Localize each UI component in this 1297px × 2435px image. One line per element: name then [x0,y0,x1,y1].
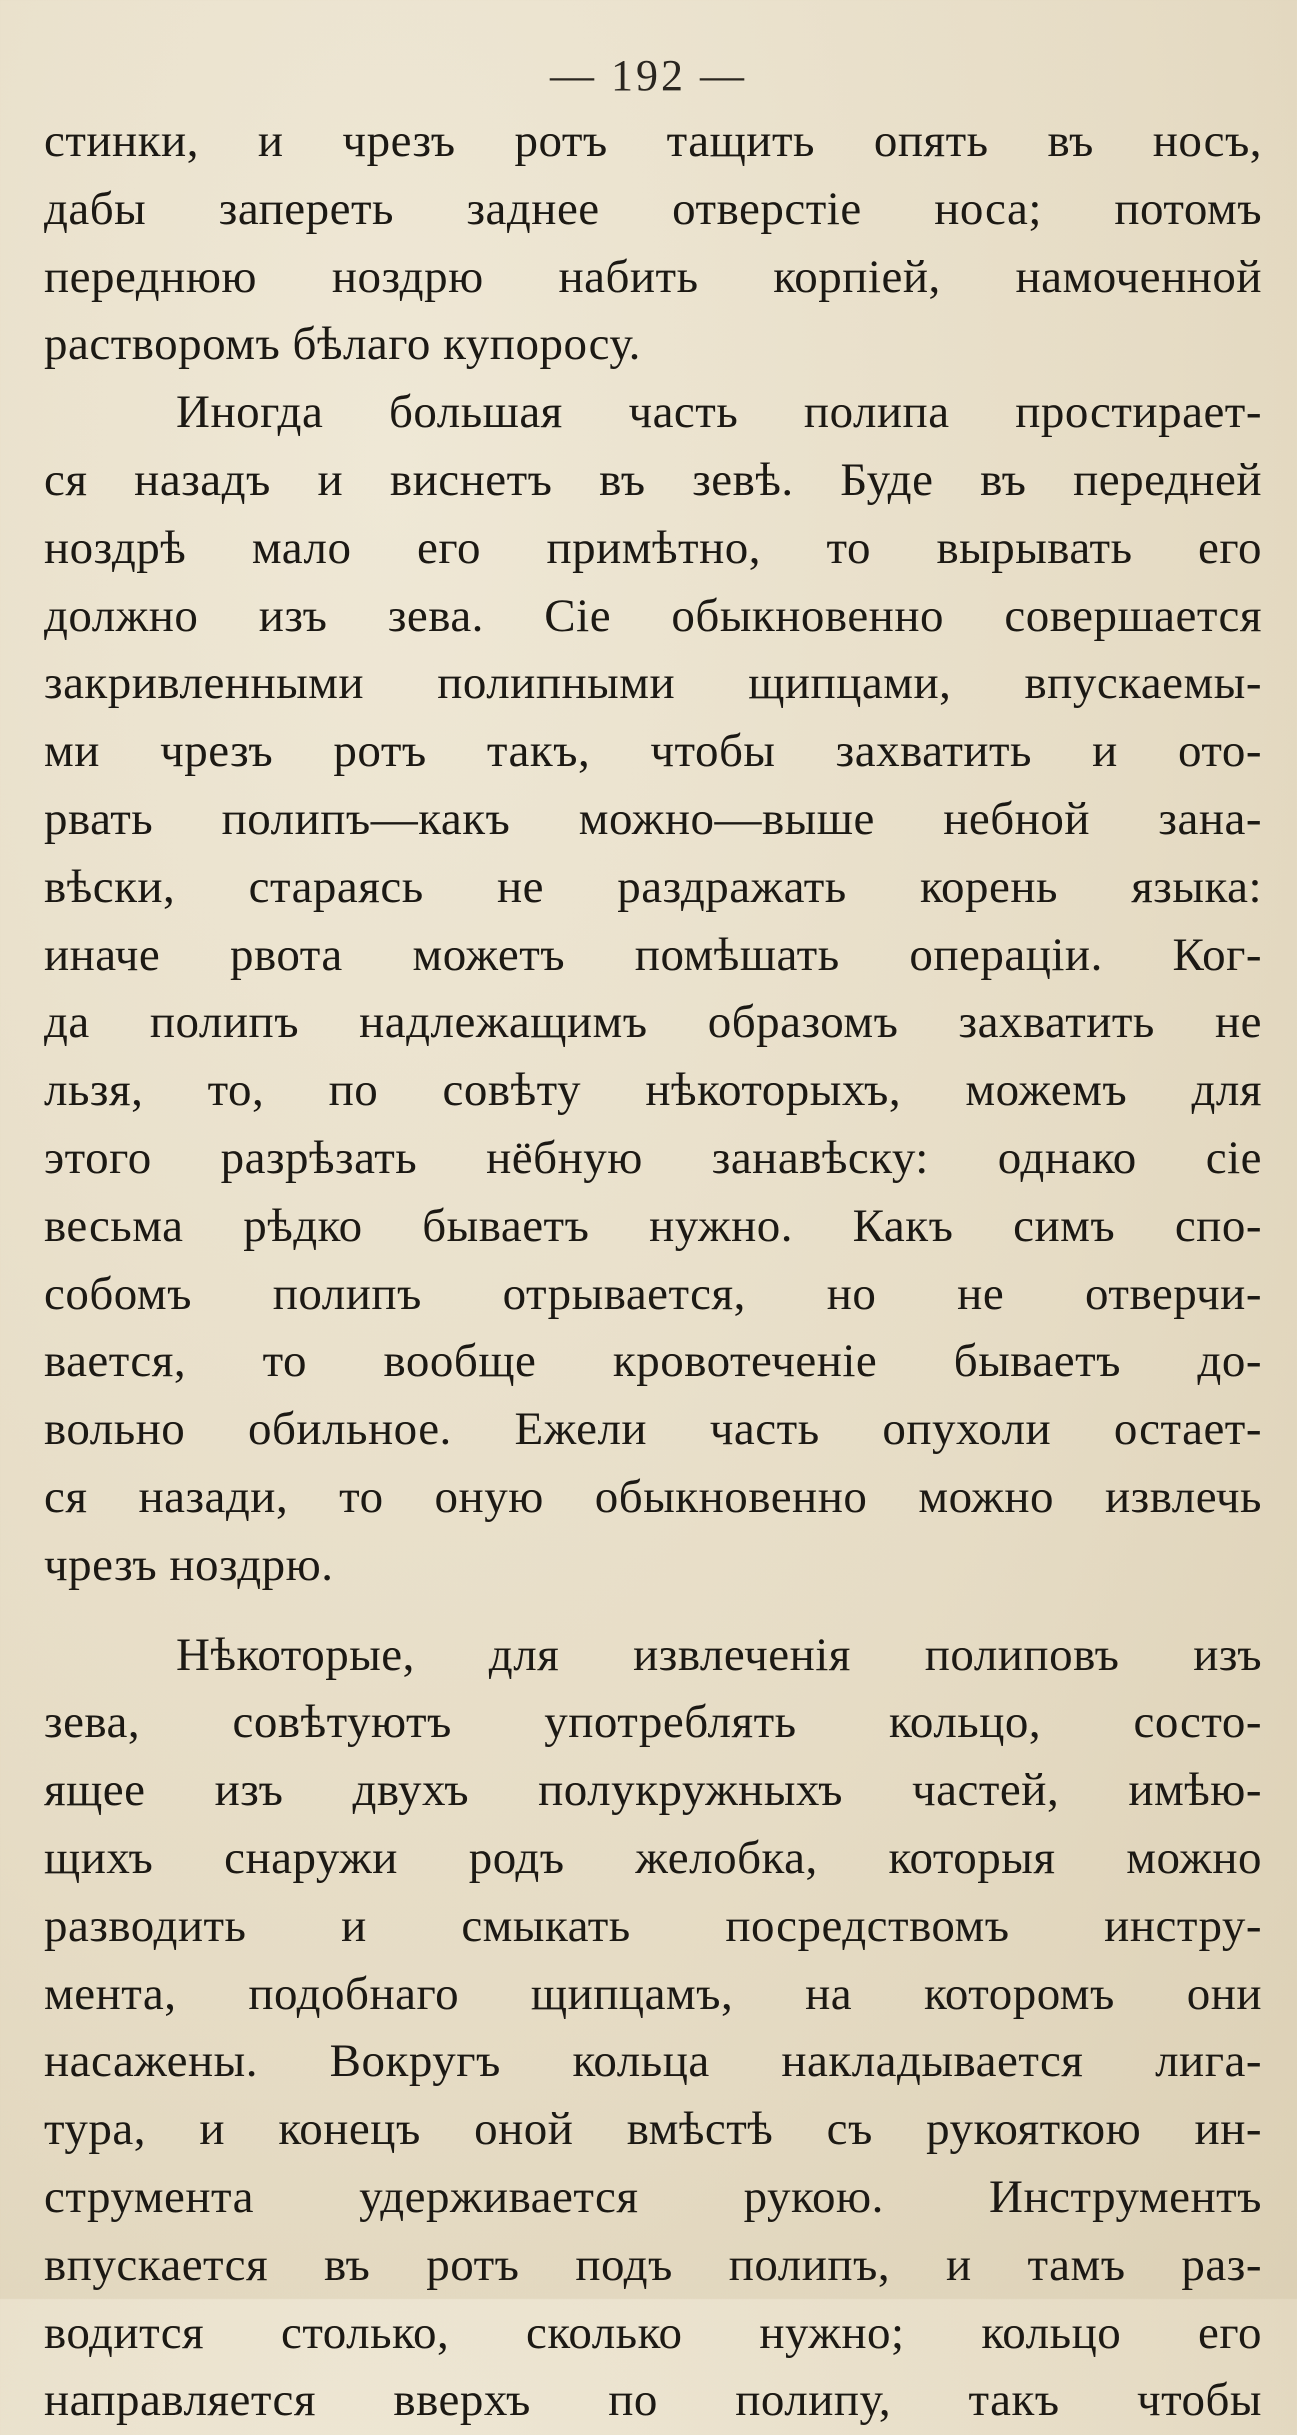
text-line: разводить и смыкать посредствомъ инстру- [44,1899,1262,1952]
text-line: дабы запереть заднее отверстіе носа; потомъ [44,182,1262,235]
text-line: ся назади, то оную обыкновенно можно извлечь [44,1470,1262,1523]
text-line: закривленными полипными щипцами, впускаемы- [44,657,1262,710]
text-line: ящее изъ двухъ полукружныхъ частей, имѣю- [44,1764,1262,1817]
text-line: рвать полипъ—какъ можно—выше небной зана- [44,792,1262,845]
text-line: растворомъ бѣлаго купоросу. [44,318,641,371]
text-line: ся назадъ и виснетъ въ зевѣ. Буде въ передней [44,453,1262,506]
text-line: вѣски, стараясь не раздражать корень языка: [44,860,1262,913]
text-line: струмента удерживается рукою. Инструментъ [44,2170,1262,2223]
text-line: чрезъ ноздрю. [44,1538,334,1591]
text-line: направляется вверхъ по полипу, такъ чтобы [44,2374,1262,2427]
text-line: водится столько, сколько нужно; кольцо его [44,2306,1262,2359]
text-line: Иногда большая часть полипа простирает- [176,386,1262,439]
text-line: собомъ полипъ отрывается, но не отверчи- [44,1267,1262,1320]
text-line: должно изъ зева. Сіе обыкновенно совершается [44,589,1262,642]
text-line: весьма рѣдко бываетъ нужно. Какъ симъ спо- [44,1199,1262,1252]
text-line: иначе рвота можетъ помѣшать операціи. Ког- [44,928,1262,981]
text-line: насажены. Вокругъ кольца накладывается лига- [44,2035,1262,2088]
text-line: ноздрѣ мало его примѣтно, то вырывать его [44,521,1262,574]
text-line: впускается въ ротъ подъ полипъ, и тамъ раз- [44,2238,1262,2291]
text-line: переднюю ноздрю набить корпіей, намоченной [44,250,1262,303]
page-number: — 192 — [550,51,747,100]
text-line: вается, то вообще кровотеченіе бываетъ до- [44,1335,1262,1388]
text-line: вольно обильное. Ежели часть опухоли остает- [44,1403,1262,1456]
text-line: стинки, и чрезъ ротъ тащить опять въ носъ, [44,115,1262,167]
text-line: тура, и конецъ оной вмѣстѣ съ рукояткою ин- [44,2103,1262,2156]
paragraph-gap [44,1600,1262,1622]
text-line: льзя, то, по совѣту нѣкоторыхъ, можемъ для [44,1064,1262,1117]
text-line: этого разрѣзать нёбную занавѣску: однако сіе [44,1131,1262,1184]
text-line: ми чрезъ ротъ такъ, чтобы захватить и ото- [44,725,1262,778]
text-line: мента, подобнаго щипцамъ, на которомъ они [44,1967,1262,2020]
body-text [44,108,1262,2435]
text-line: да полипъ надлежащимъ образомъ захватить не [44,996,1262,1049]
text-line: Нѣкоторые, для извлеченія полиповъ изъ [176,1628,1262,1681]
text-line: зева, совѣтуютъ употреблять кольцо, состо- [44,1696,1262,1749]
text-line: щихъ снаружи родъ желобка, которыя можно [44,1831,1262,1884]
